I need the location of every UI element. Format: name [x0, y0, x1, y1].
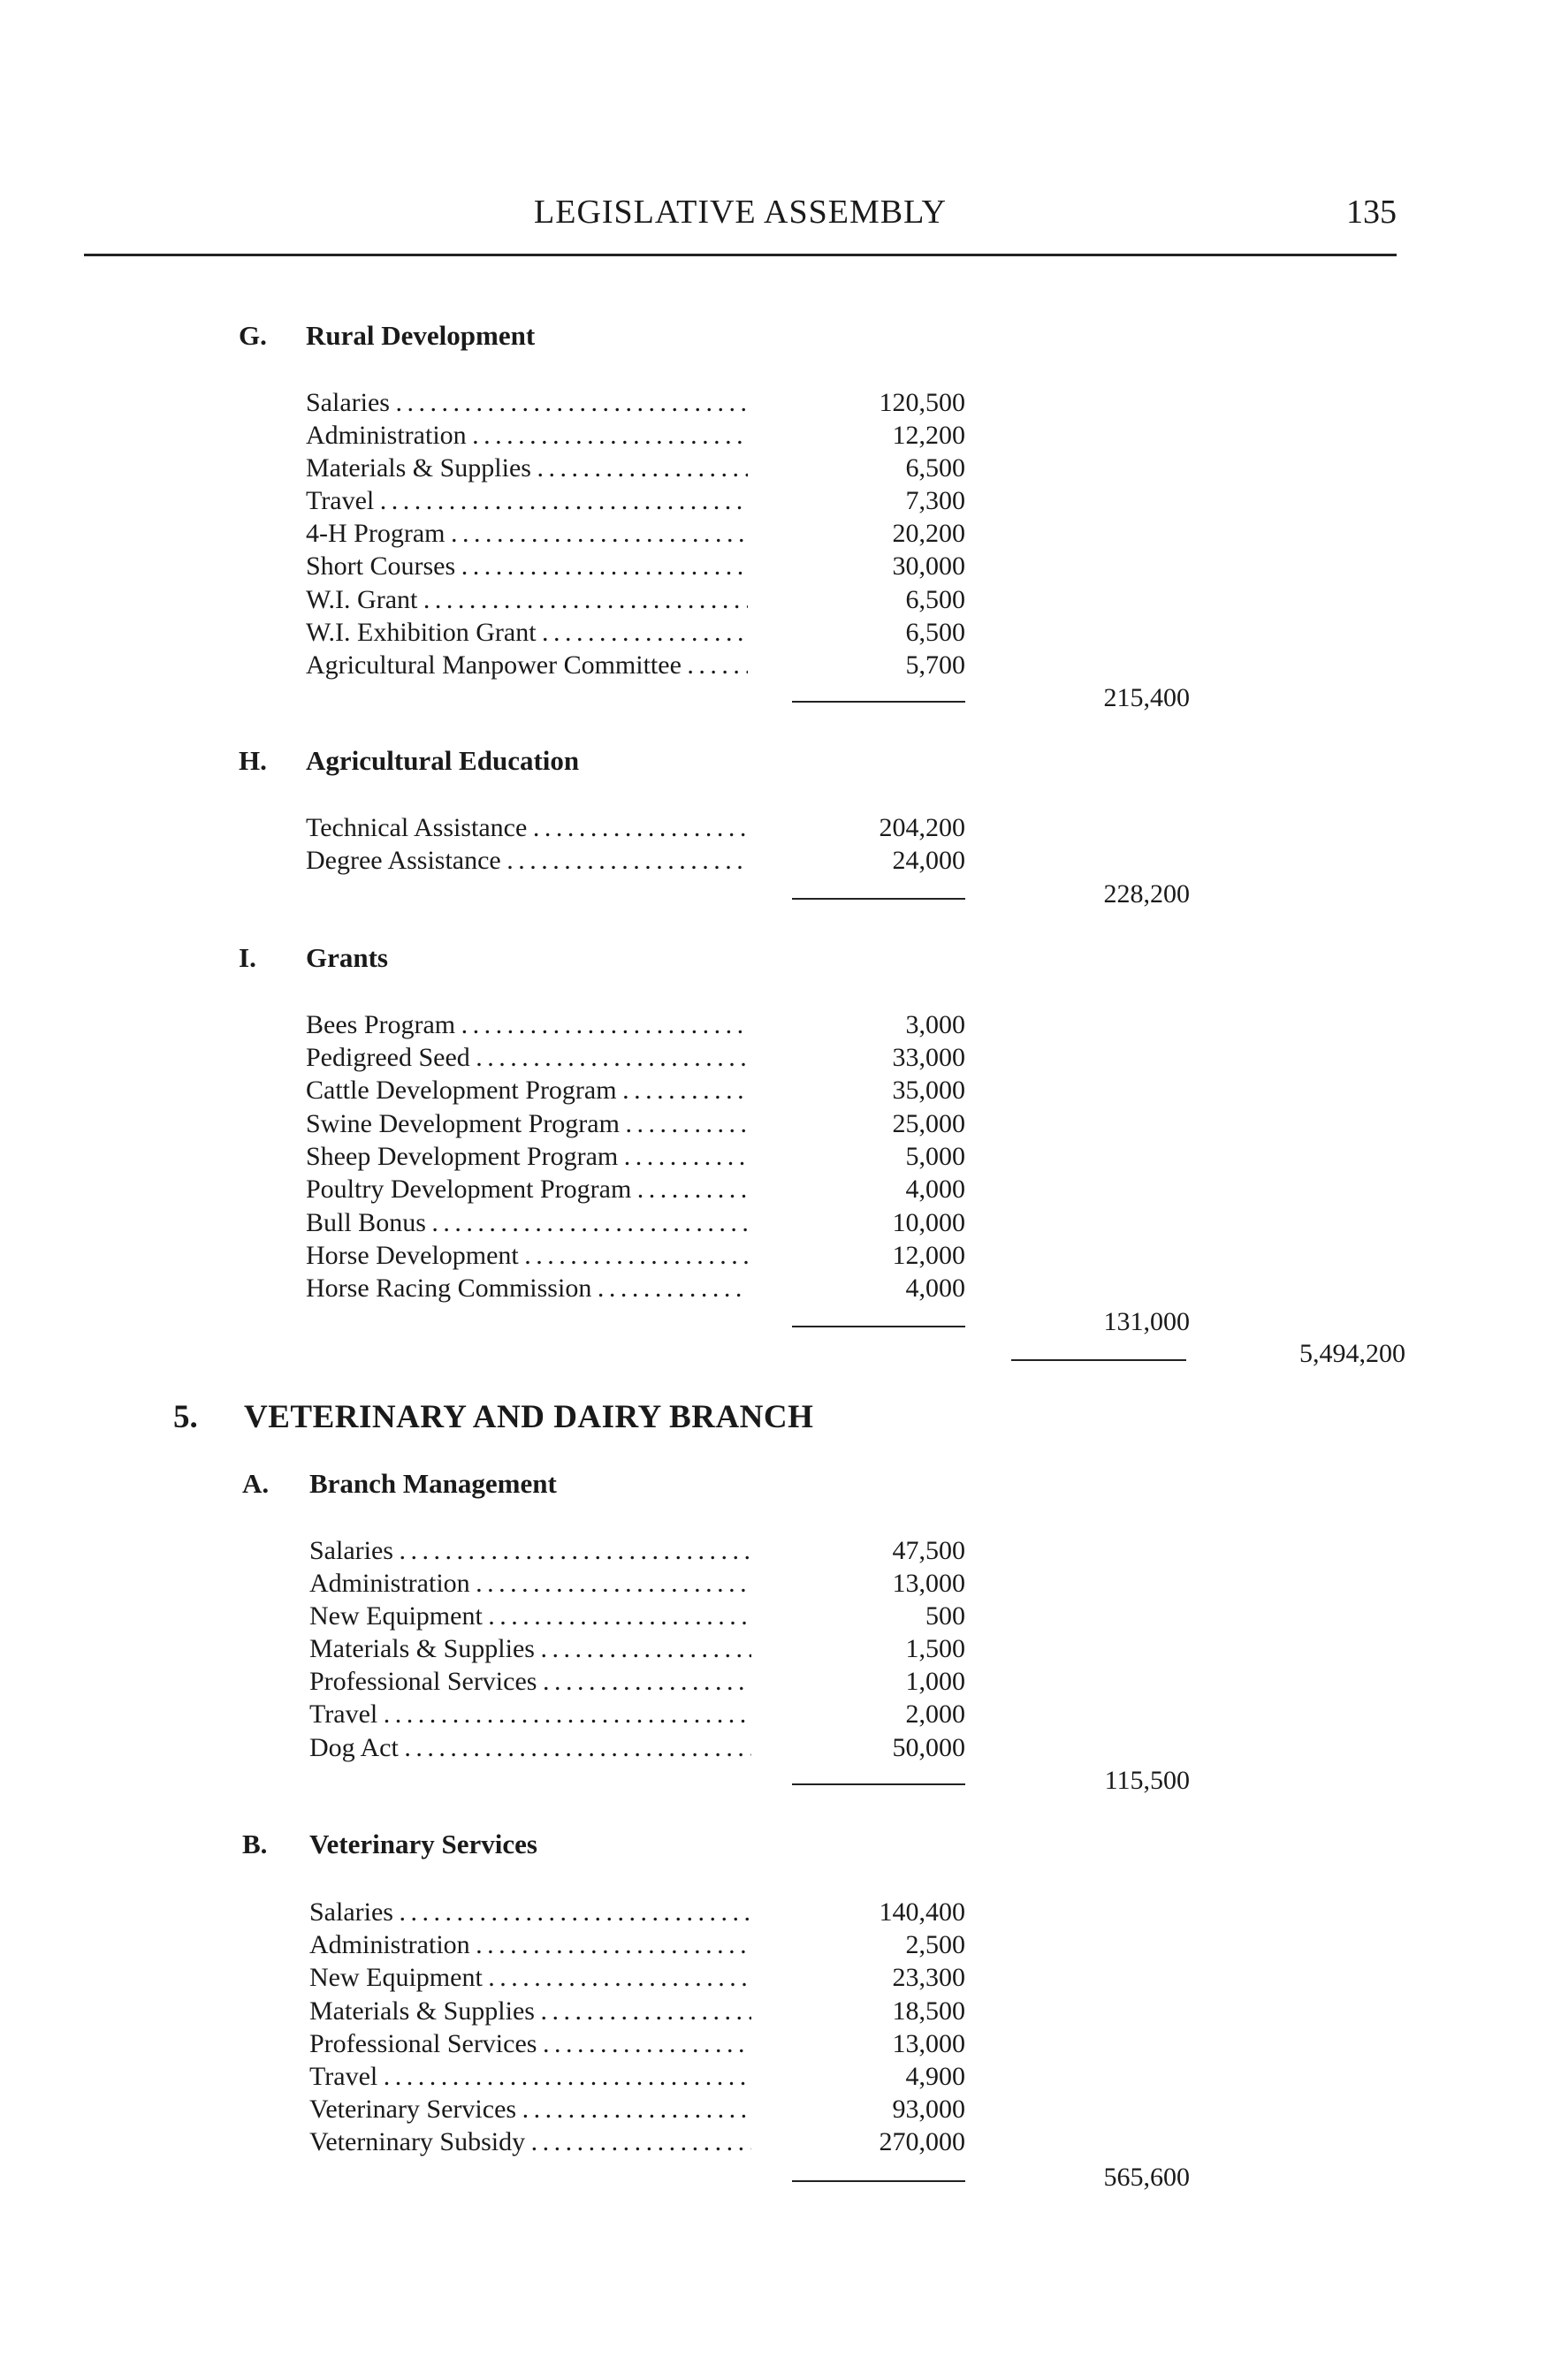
- line-item-amount: 270,000: [879, 2127, 965, 2156]
- page-title: LEGISLATIVE ASSEMBLY: [534, 194, 947, 231]
- line-item-amount: 12,000: [892, 1241, 965, 1270]
- line-item-amount: 7,300: [905, 486, 965, 515]
- subtotal-rule: [792, 701, 965, 703]
- line-item-label: Travel . . .: [306, 484, 748, 518]
- section-title: Branch Management: [309, 1468, 557, 1499]
- line-item-amount: 20,200: [892, 519, 965, 548]
- branch-title: VETERINARY AND DAIRY BRANCH: [244, 1399, 814, 1435]
- line-item-label: Poultry Development Program . . .: [306, 1173, 748, 1206]
- section-letter: I.: [239, 942, 256, 973]
- section-letter: G.: [239, 320, 267, 351]
- line-item-amount: 6,500: [905, 585, 965, 614]
- section-total: 115,500: [1104, 1766, 1190, 1795]
- header-rule: [84, 254, 1397, 256]
- line-item-label: Degree Assistance . . .: [306, 844, 748, 878]
- line-item-label: Materials & Supplies . . .: [309, 1995, 751, 2028]
- section-total: 228,200: [1103, 879, 1190, 909]
- line-item-label: Administration . . .: [309, 1567, 751, 1601]
- line-item-label: Materials & Supplies . . .: [309, 1632, 751, 1666]
- line-item-label: W.I. Grant . . .: [306, 583, 748, 617]
- line-item-amount: 2,000: [905, 1699, 965, 1729]
- line-item-label: Horse Development . . .: [306, 1239, 748, 1273]
- line-item-label: Travel . . .: [309, 1698, 751, 1731]
- line-item-amount: 1,500: [905, 1634, 965, 1663]
- line-item-amount: 1,000: [905, 1667, 965, 1696]
- line-item-label: Pedigreed Seed . . .: [306, 1041, 748, 1075]
- grand-total-rule: [1011, 1359, 1186, 1361]
- branch-number: 5.: [173, 1399, 198, 1435]
- section-total: 131,000: [1103, 1307, 1190, 1336]
- line-item-amount: 25,000: [892, 1109, 965, 1138]
- line-item-amount: 24,000: [892, 846, 965, 875]
- subtotal-rule: [792, 898, 965, 900]
- line-item-amount: 50,000: [892, 1733, 965, 1762]
- section-title: Agricultural Education: [306, 745, 580, 776]
- line-item-amount: 23,300: [892, 1963, 965, 1992]
- line-item-label: Sheep Development Program . . .: [306, 1140, 748, 1174]
- line-item-label: W.I. Exhibition Grant . . .: [306, 616, 748, 650]
- line-item-label: Dog Act . . .: [309, 1731, 751, 1765]
- line-item-amount: 5,000: [905, 1142, 965, 1171]
- line-item-label: Professional Services . . .: [309, 2027, 751, 2061]
- line-item-label: Professional Services . . .: [309, 1665, 751, 1699]
- line-item-amount: 4,000: [905, 1175, 965, 1204]
- line-item-amount: 13,000: [892, 1569, 965, 1598]
- line-item-amount: 47,500: [892, 1536, 965, 1565]
- line-item-label: Salaries . . .: [309, 1896, 751, 1929]
- subtotal-rule: [792, 2180, 965, 2182]
- page-number: 135: [1346, 194, 1397, 231]
- grand-total: 5,494,200: [1299, 1339, 1405, 1368]
- line-item-label: Veterninary Subsidy . . .: [309, 2125, 751, 2159]
- line-item-label: Short Courses . . .: [306, 550, 748, 583]
- line-item-amount: 140,400: [879, 1897, 965, 1927]
- section-title: Grants: [306, 942, 388, 973]
- line-item-label: Horse Racing Commission . . .: [306, 1272, 748, 1305]
- line-item-label: Materials & Supplies . . .: [306, 452, 748, 485]
- line-item-amount: 30,000: [892, 551, 965, 581]
- line-item-label: Salaries . . .: [309, 1534, 751, 1568]
- section-letter: B.: [242, 1829, 268, 1859]
- line-item-amount: 4,000: [905, 1274, 965, 1303]
- section-letter: H.: [239, 745, 267, 776]
- line-item-label: Travel . . .: [309, 2060, 751, 2094]
- section-title: Rural Development: [306, 320, 536, 351]
- line-item-amount: 3,000: [905, 1010, 965, 1039]
- line-item-amount: 33,000: [892, 1043, 965, 1072]
- subtotal-rule: [792, 1783, 965, 1785]
- section-letter: A.: [242, 1468, 270, 1499]
- line-item-label: Administration . . .: [309, 1928, 751, 1962]
- line-item-amount: 204,200: [879, 813, 965, 842]
- line-item-label: Veterinary Services . . .: [309, 2093, 751, 2126]
- line-item-amount: 4,900: [905, 2062, 965, 2091]
- line-item-amount: 35,000: [892, 1076, 965, 1105]
- line-item-amount: 500: [925, 1601, 965, 1631]
- line-item-amount: 2,500: [905, 1930, 965, 1959]
- section-title: Veterinary Services: [309, 1829, 537, 1859]
- line-item-label: 4-H Program . . .: [306, 517, 748, 551]
- line-item-amount: 10,000: [892, 1208, 965, 1237]
- line-item-label: Bull Bonus . . .: [306, 1206, 748, 1240]
- line-item-label: Administration . . .: [306, 419, 748, 452]
- line-item-amount: 18,500: [892, 1996, 965, 2026]
- line-item-amount: 93,000: [892, 2095, 965, 2124]
- line-item-amount: 5,700: [905, 650, 965, 680]
- line-item-label: Cattle Development Program . . .: [306, 1074, 748, 1107]
- line-item-label: Swine Development Program . . .: [306, 1107, 748, 1141]
- section-total: 565,600: [1103, 2163, 1190, 2192]
- line-item-amount: 6,500: [905, 453, 965, 483]
- line-item-label: Agricultural Manpower Committee . . .: [306, 649, 748, 682]
- line-item-amount: 6,500: [905, 618, 965, 647]
- line-item-label: Technical Assistance . . .: [306, 811, 748, 845]
- page-header: [84, 193, 1397, 239]
- line-item-label: New Equipment . . .: [309, 1600, 751, 1633]
- line-item-amount: 12,200: [892, 421, 965, 450]
- line-item-label: New Equipment . . .: [309, 1961, 751, 1995]
- line-item-amount: 13,000: [892, 2029, 965, 2058]
- line-item-label: Bees Program . . .: [306, 1008, 748, 1042]
- section-total: 215,400: [1103, 683, 1190, 712]
- line-item-label: Salaries . . .: [306, 386, 748, 420]
- line-item-amount: 120,500: [879, 388, 965, 417]
- subtotal-rule: [792, 1326, 965, 1327]
